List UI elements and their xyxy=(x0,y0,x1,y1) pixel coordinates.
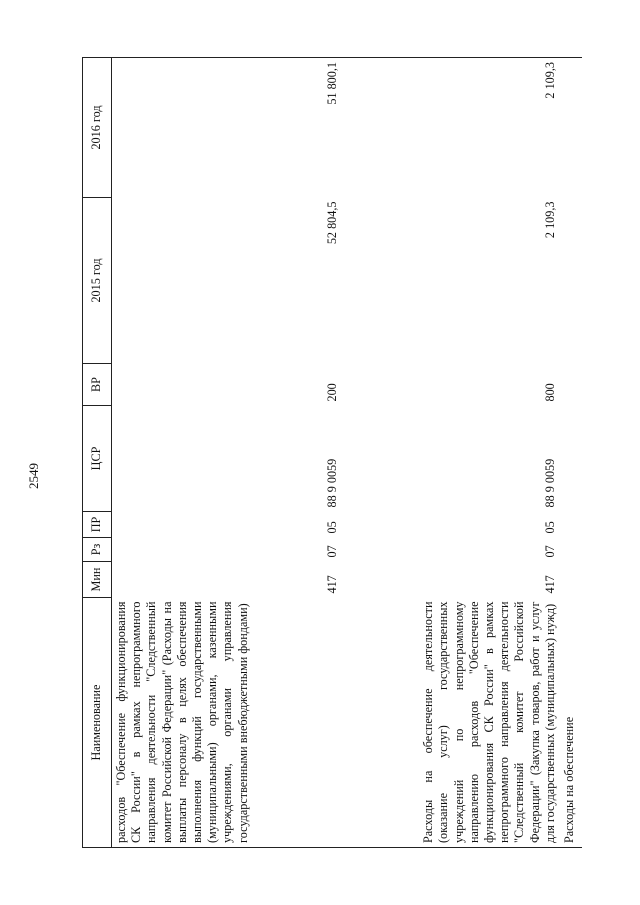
header-name: Наименование xyxy=(83,598,112,848)
row-min xyxy=(560,562,582,598)
table-row xyxy=(560,58,582,848)
row-2015: 52 804,5 xyxy=(324,201,339,245)
row-2015: 2 109,3 xyxy=(542,201,557,239)
header-rz: Рз xyxy=(83,538,112,562)
row-rz: 07 xyxy=(542,545,557,558)
header-min: Мин xyxy=(83,562,112,598)
header-2015: 2015 год xyxy=(83,198,112,364)
budget-table-wrapper xyxy=(82,58,622,848)
row-name: Расходы на обеспечение xyxy=(560,598,582,848)
row-name: расходов "Обеспечение функционирования СК России" в рамках непрограммного направления деятельности "Следственный комитет Российской Федерации" (Расходы на выплаты персоналу в целях обеспечения выполнения функций государственными (муниципальными) органами, казенными учреждениями, органами управления государственными внебюджетными фондами) xyxy=(112,598,343,848)
row-csr xyxy=(560,406,582,512)
page-number: 2549 xyxy=(26,463,41,489)
row-vr: 200 xyxy=(324,383,339,402)
table-row xyxy=(112,58,343,848)
row-name: Расходы на обеспечение деятельности (оказание услуг) государственных учреждений по непрограммному направлению расходов "Обеспечение функционирования СК России" в рамках непрограммного направления деятельности "Следственный комитет Российской Федерации" (Закупка товаров, работ и услуг для государственных (муниципальных) нужд) xyxy=(342,598,560,848)
table-row xyxy=(342,58,560,848)
row-csr: 88 9 0059 xyxy=(542,458,557,508)
table-header-row xyxy=(83,58,112,848)
row-pr: 05 xyxy=(542,521,557,534)
row-pr: 05 xyxy=(324,521,339,534)
row-pr xyxy=(560,512,582,538)
row-min: 417 xyxy=(542,575,557,594)
row-min: 417 xyxy=(324,575,339,594)
row-2016: 51 800,1 xyxy=(112,58,343,198)
row-rz xyxy=(560,538,582,562)
row-2016: 2 109,3 xyxy=(342,58,560,198)
row-vr xyxy=(560,364,582,406)
header-csr: ЦСР xyxy=(83,406,112,512)
row-rz: 07 xyxy=(324,545,339,558)
row-2016 xyxy=(560,58,582,198)
row-csr: 88 9 0059 xyxy=(324,458,339,508)
header-2016: 2016 год xyxy=(83,58,112,198)
row-2015 xyxy=(560,198,582,364)
header-vr: ВР xyxy=(83,364,112,406)
header-pr: ПР xyxy=(83,512,112,538)
row-vr: 800 xyxy=(542,383,557,402)
budget-table xyxy=(82,57,582,848)
